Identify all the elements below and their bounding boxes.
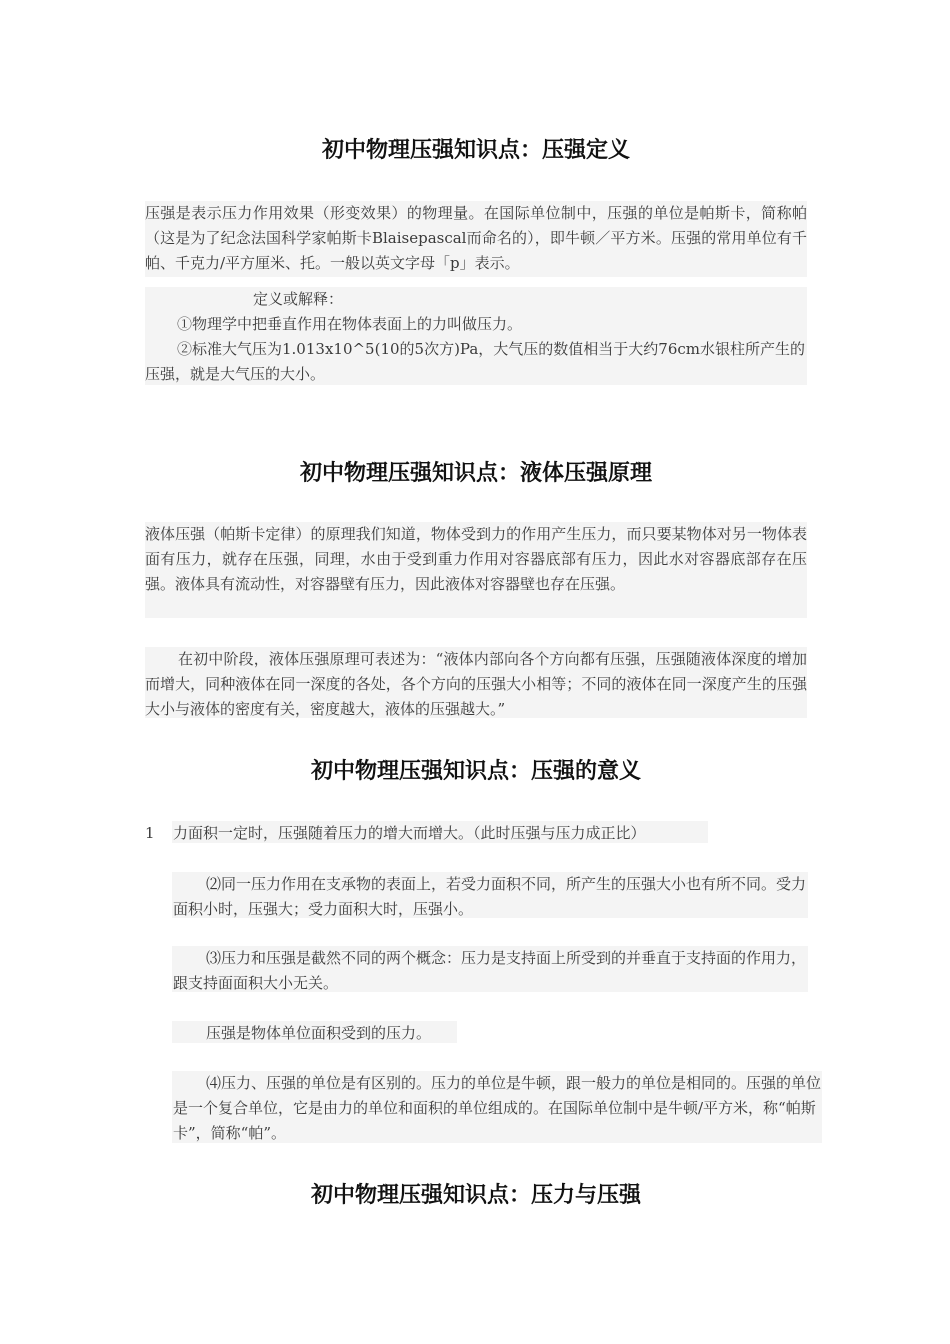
- liquid-pressure-paragraph-2: 在初中阶段，液体压强原理可表述为：“液体内部向各个方向都有压强，压强随液体深度的增加而增大，同种液体在同一深度的各处，各个方向的压强大小相等；不同的液体在同一深度产生的压强大小与液体的密度有关，密度越大，液体的压强越大。”: [145, 650, 807, 718]
- definition-item-2: ②标准大气压为1.013x10^5(10的5次方)Pa，大气压的数值相当于大约76cm水银柱所产生的压强，就是大气压的大小。: [145, 340, 806, 383]
- pressure-definition-intro: 压强是表示压力作用效果（形变效果）的物理量。在国际单位制中，压强的单位是帕斯卡，简称帕（这是为了纪念法国科学家帕斯卡Blaisepascal而命名的），即牛顿／平方米。压强的常用单位有千帕、千克力/平方厘米、托。一般以英文字母「p」表示。: [145, 204, 807, 272]
- section-title-force-and-pressure: 初中物理压强知识点：压力与压强: [310, 1183, 641, 1208]
- meaning-item-3b: 压强是物体单位面积受到的压力。: [206, 1024, 432, 1042]
- meaning-item-1: 力面积一定时，压强随着压力的增大而增大。（此时压强与压力成正比）: [173, 824, 646, 842]
- definition-item-1: ①物理学中把垂直作用在物体表面上的力叫做压力。: [177, 315, 523, 333]
- section-title-pressure-meaning: 初中物理压强知识点：压强的意义: [310, 759, 641, 784]
- meaning-item-4: ⑷压力、压强的单位是有区别的。压力的单位是牛顿，跟一般力的单位是相同的。压强的单位是一个复合单位，它是由力的单位和面积的单位组成的。在国际单位制中是牛顿/平方米，称“帕斯卡”，简称“帕”。: [173, 1074, 822, 1142]
- definition-label: 定义或解释：: [253, 290, 344, 308]
- meaning-item-2: ⑵同一压力作用在支承物的表面上，若受力面积不同，所产生的压强大小也有所不同。受力面积小时，压强大；受力面积大时，压强小。: [173, 875, 807, 918]
- meaning-item-3: ⑶压力和压强是截然不同的两个概念：压力是支持面上所受到的并垂直于支持面的作用力，跟支持面面积大小无关。: [173, 949, 807, 992]
- section-title-pressure-definition: 初中物理压强知识点：压强定义: [321, 138, 630, 163]
- liquid-pressure-paragraph-1: 液体压强（帕斯卡定律）的原理我们知道，物体受到力的作用产生压力，而只要某物体对另一物体表面有压力，就存在压强，同理，水由于受到重力作用对容器底部有压力，因此水对容器底部存在压强。液体具有流动性，对容器壁有压力，因此液体对容器壁也存在压强。: [145, 525, 807, 593]
- list-number-1: 1: [145, 824, 155, 842]
- section-title-liquid-pressure: 初中物理压强知识点：液体压强原理: [299, 461, 652, 486]
